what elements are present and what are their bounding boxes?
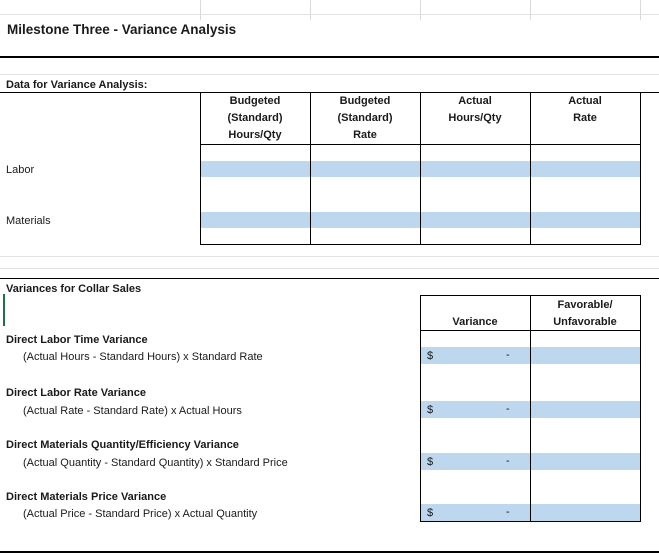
col-header-actual-hours: Actual Hours/Qty <box>448 95 502 124</box>
table-border <box>420 93 421 245</box>
col-header-budgeted-rate: Budgeted (Standard) Rate <box>337 95 393 141</box>
variance-label: Direct Labor Time Variance <box>6 334 148 346</box>
gridline <box>640 0 641 20</box>
gridline <box>530 0 531 20</box>
variance-formula: (Actual Rate - Standard Rate) x Actual Hours <box>23 405 242 417</box>
variance-formula: (Actual Price - Standard Price) x Actual Quantity <box>23 508 258 520</box>
variance-formula: (Actual Quantity - Standard Quantity) x Standard Price <box>23 457 288 469</box>
variance-label: Direct Materials Price Variance <box>6 491 167 503</box>
page-title: Milestone Three - Variance Analysis <box>7 22 237 37</box>
col-header-variance: Variance <box>452 316 498 328</box>
currency-symbol: $ <box>427 456 434 468</box>
row-label-labor: Labor <box>6 164 35 176</box>
col-header-budgeted-hours: Budgeted (Standard) Hours/Qty <box>227 95 283 141</box>
table-border <box>530 93 531 245</box>
table-border <box>200 144 641 145</box>
row-label-materials: Materials <box>6 215 51 227</box>
col-header-favorable: Favorable/ Unfavorable <box>553 299 617 328</box>
table-border <box>640 93 641 245</box>
variance-label: Direct Labor Rate Variance <box>6 387 147 399</box>
table-border <box>640 295 641 522</box>
variance-value: - <box>506 455 510 467</box>
gridline <box>200 0 201 20</box>
gridline <box>0 268 659 269</box>
gridline <box>0 14 659 15</box>
currency-symbol: $ <box>427 404 434 416</box>
gridline <box>420 0 421 20</box>
variance-value: - <box>506 349 510 361</box>
variance-section-heading: Variances for Collar Sales <box>6 283 142 295</box>
gridline <box>0 256 659 257</box>
table-border <box>530 295 531 522</box>
gridline <box>310 0 311 20</box>
active-cell-marker <box>3 294 5 326</box>
bottom-rule <box>0 551 659 553</box>
currency-symbol: $ <box>427 507 434 519</box>
col-header-actual-rate: Actual Rate <box>568 95 602 124</box>
table-border <box>310 93 311 245</box>
gridline <box>0 74 659 75</box>
table-border <box>200 244 641 245</box>
variance-formula: (Actual Hours - Standard Hours) x Standard Rate <box>23 351 263 363</box>
variance-value: - <box>506 506 510 518</box>
section-rule <box>0 278 659 279</box>
title-rule <box>0 56 659 58</box>
table-border <box>200 93 201 245</box>
table-border <box>420 295 421 522</box>
currency-symbol: $ <box>427 350 434 362</box>
variance-value: - <box>506 403 510 415</box>
data-section-heading: Data for Variance Analysis: <box>6 79 148 91</box>
variance-label: Direct Materials Quantity/Efficiency Variance <box>6 439 239 451</box>
